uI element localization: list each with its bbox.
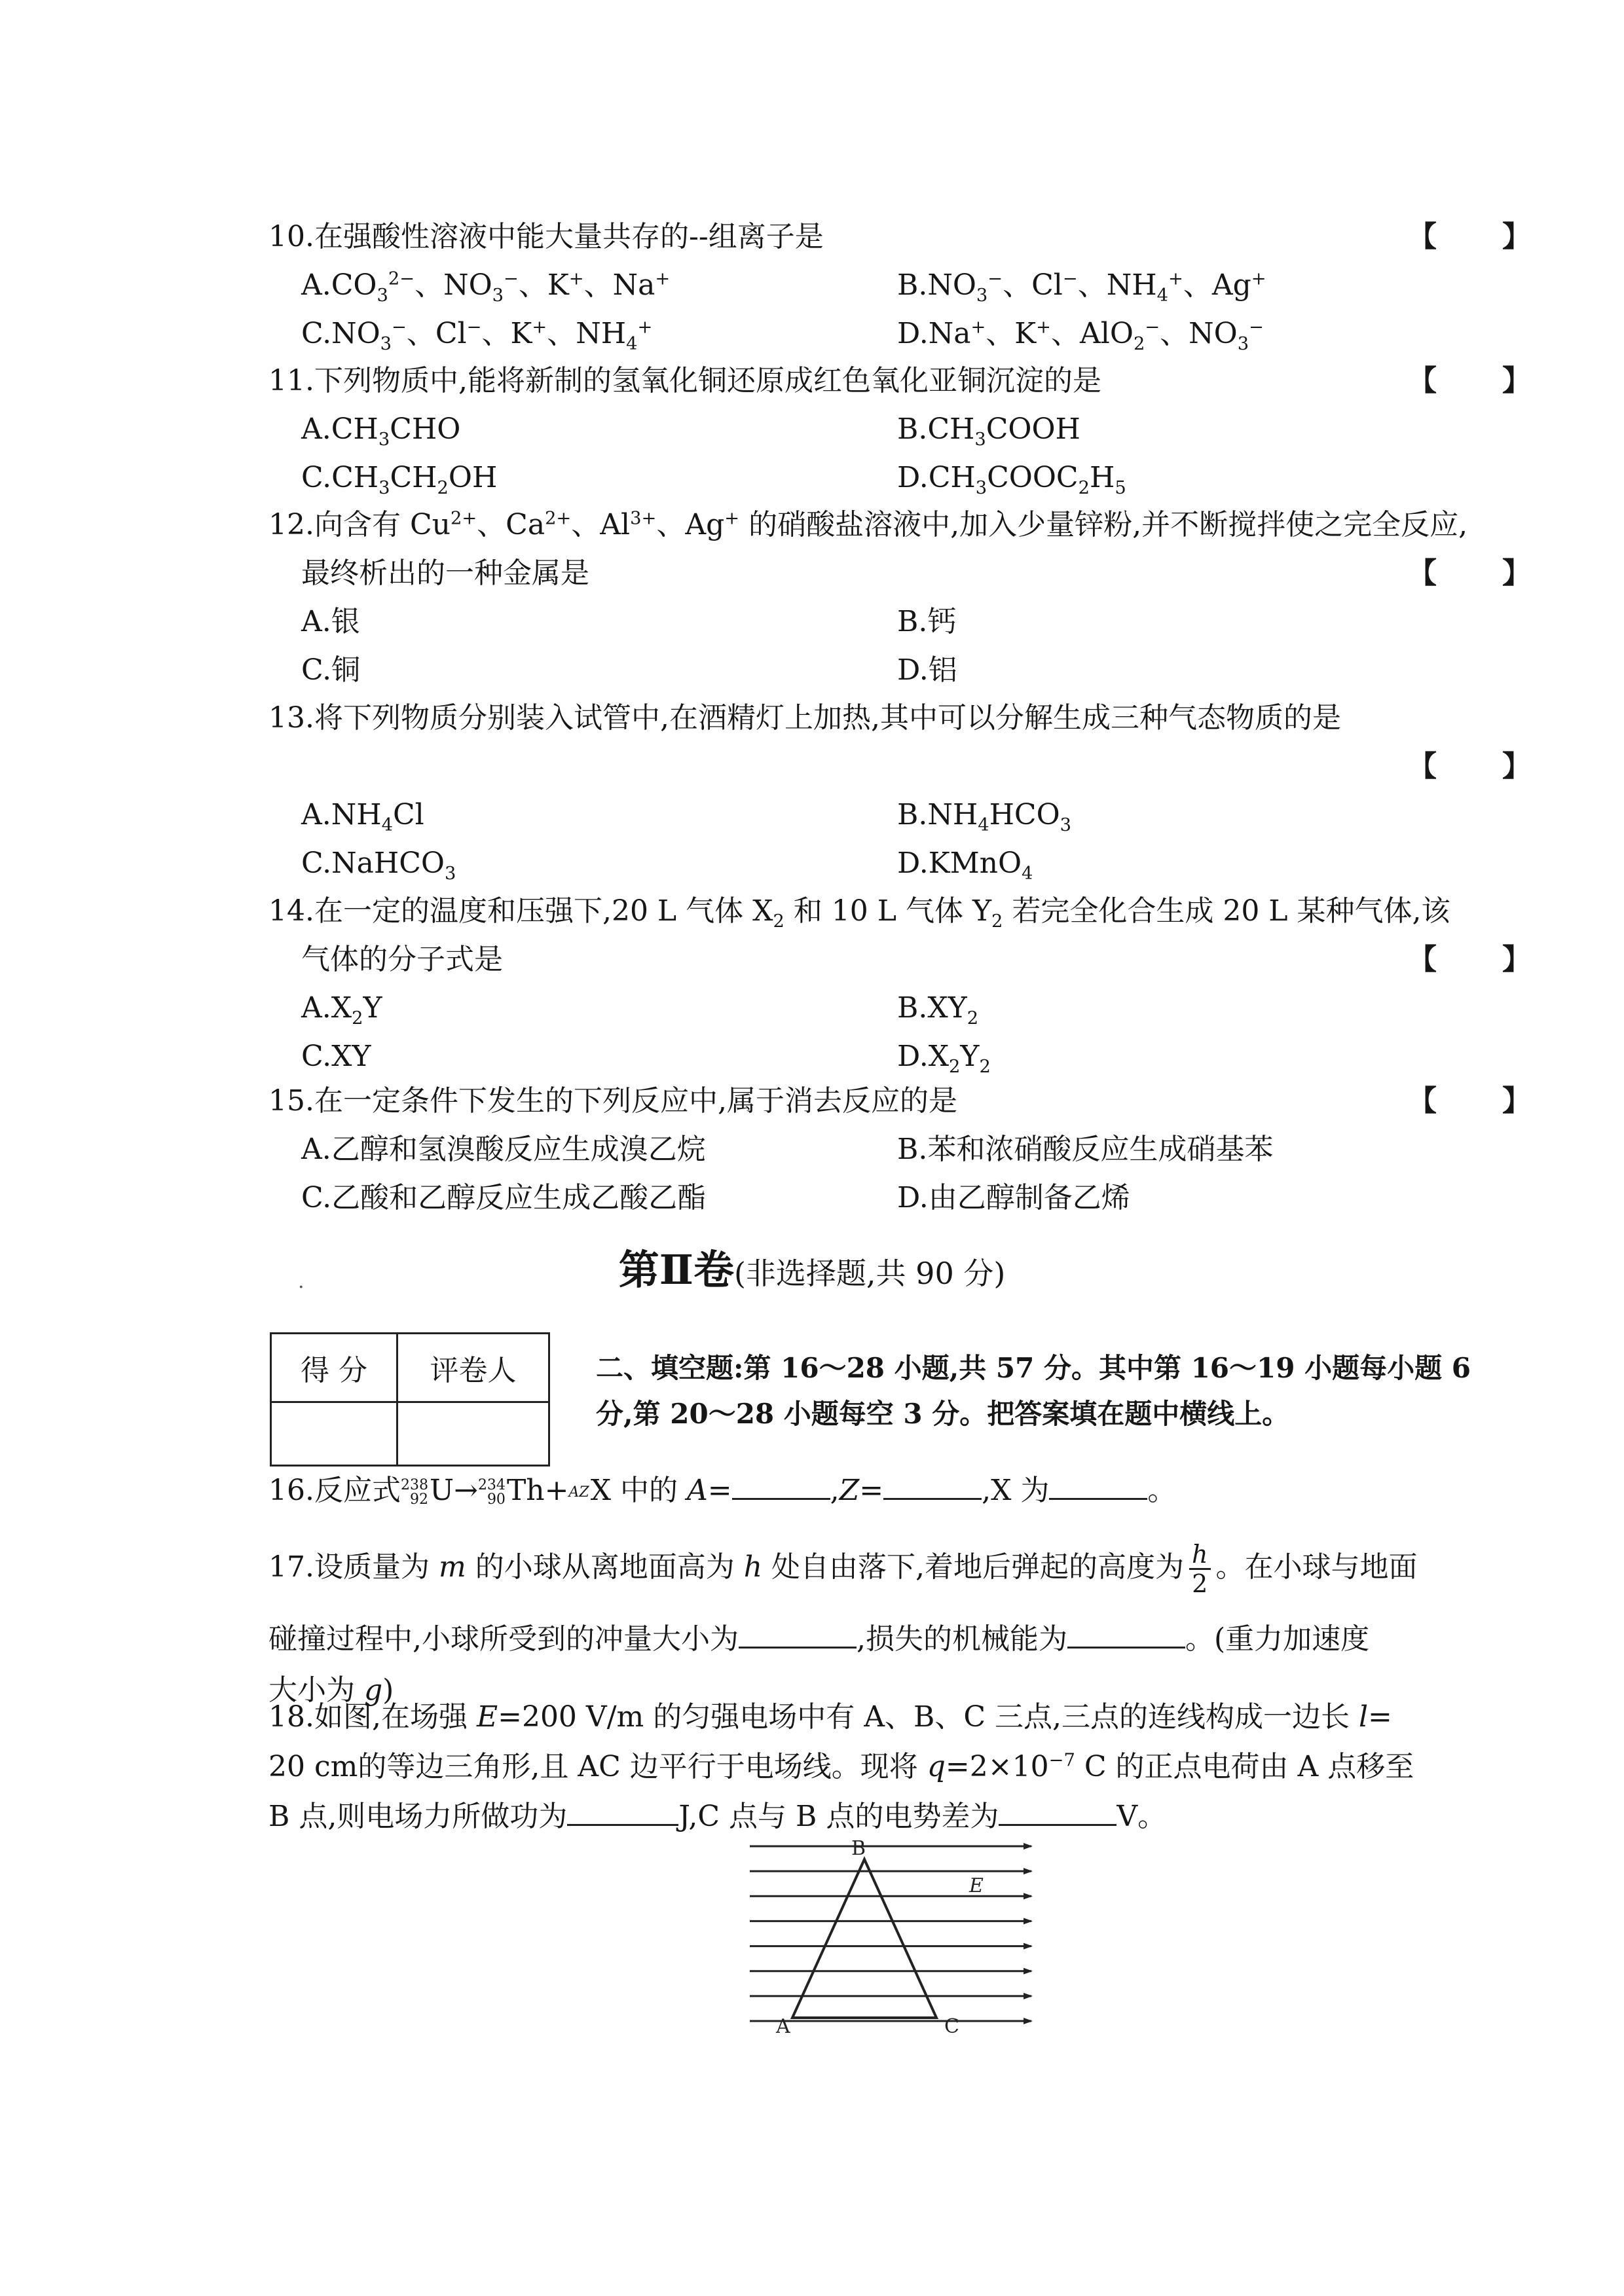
question-18 [268, 1692, 1513, 1842]
answer-bracket: 【 】 [1408, 750, 1531, 783]
option-b: $B.NH_4HCO_3$ [897, 798, 1072, 835]
option-b: $B.NO_3^-$、Cl−、$NH_4^+$、Ag+ [897, 268, 1266, 306]
question-stem: 11.下列物质中,能将新制的氢氧化铜还原成红色氧化亚铜沉淀的是 [268, 364, 1101, 397]
answer-blank-energy[interactable] [1067, 1620, 1185, 1649]
option-b: $B.CH_3COOH$ [897, 412, 1080, 450]
option-d: D.KMnO$_4$ [897, 847, 1033, 884]
option-a: $A.X_2Y$ [301, 991, 382, 1029]
point-b-label: B [851, 1837, 866, 1860]
question-stem: 10.在强酸性溶液中能大量共存的--组离子是 [268, 220, 824, 253]
option-b: $B.XY_2$ [897, 991, 979, 1029]
option-c: C.铜 [301, 653, 361, 687]
question-13 [268, 694, 1531, 888]
field-e-label: E [969, 1874, 984, 1897]
option-d: D.由乙醇制备乙烯 [897, 1181, 1130, 1214]
option-b: B.钙 [897, 605, 957, 638]
option-a: $A.CH_3CHO$ [301, 412, 461, 450]
nuclide-th-indices: 234 90 [477, 1476, 506, 1508]
answer-blank-x[interactable] [1049, 1472, 1147, 1500]
answer-blank-a[interactable] [732, 1472, 830, 1500]
equilateral-triangle [792, 1859, 936, 2018]
question-12 [268, 501, 1531, 695]
field-lines [750, 1846, 1031, 2021]
grader-header: 评卷人 [397, 1334, 549, 1402]
option-d: D.铝 [897, 653, 957, 687]
question-stem: 16.反应式 238 92 U→ 234 90 Th+AZX 中的 A= ,Z= ,X 为 。 [268, 1467, 1176, 1515]
answer-blank-z[interactable] [883, 1472, 982, 1500]
question-11 [268, 357, 1531, 502]
option-d: $D.X_2Y_2$ [897, 1040, 991, 1077]
score-table [270, 1332, 550, 1467]
question-14 [268, 887, 1531, 1081]
answer-bracket: 【 】 [1408, 1084, 1531, 1118]
question-stem: 12.向含有 $Cu^{2+}$、$Ca^{2+}$、$Al^{3+}$、Ag+ 的硝酸盐溶液中,加入少量锌粉,并不断搅拌使之完全反应, [268, 508, 1468, 541]
answer-bracket: 【 】 [1408, 556, 1531, 590]
option-a: $A.NH_4Cl$ [301, 798, 424, 835]
option-c: $C.NO_3^-$、Cl−、K+、$NH_4^+$ [301, 317, 653, 354]
question-stem: 14.在一定的温度和压强下,20 L 气体 $X_2$ 和 10 L 气体 $Y_2$ 若完全化合生成 20 L 某种气体,该 [268, 894, 1450, 932]
option-d: D.Na+、K+、AlO$_2$−、$NO_3^-$ [897, 317, 1264, 354]
score-header: 得 分 [271, 1334, 397, 1402]
option-d: $D.CH_3COOC_2H_5$ [897, 461, 1126, 498]
question-stem: 13.将下列物质分别装入试管中,在酒精灯上加热,其中可以分解生成三种气态物质的是 [268, 701, 1341, 735]
answer-bracket: 【 】 [1408, 364, 1531, 397]
question-17 [268, 1535, 1513, 1713]
section-title [0, 1244, 1624, 1300]
nuclide-u-indices: 238 92 [400, 1476, 428, 1508]
point-a-label: A [776, 2015, 790, 2038]
question-stem-cont: 最终析出的一种金属是 [301, 556, 589, 590]
question-10 [268, 213, 1531, 358]
answer-blank-work[interactable] [567, 1798, 678, 1826]
question-15 [268, 1077, 1531, 1222]
question-stem: 17.设质量为 m 的小球从离地面高为 h 处自由落下,着地后弹起的高度为 $\frac{h}{2}$ 。在小球与地面 [268, 1540, 1418, 1598]
part-instructions: 二、填空题:第 16～28 小题,共 57 分。其中第 16～19 小题每小题 6 分,第 20～28 小题每空 3 分。把答案填在题中横线上。 [596, 1352, 1471, 1430]
answer-bracket: 【 】 [1408, 220, 1531, 253]
question-stem-cont: B 点,则电场力所做功为 J,C 点与 B 点的电势差为 V。 [268, 1792, 1166, 1842]
option-c: $C.CH_3CH_2OH$ [301, 461, 498, 498]
option-a: $A.CO_3^{2-}$、$NO_3^-$、K+、Na+ [301, 268, 671, 306]
electric-field-figure [740, 1830, 1041, 2039]
option-c: C.XY [301, 1040, 371, 1073]
grader-cell [397, 1402, 549, 1466]
question-stem: 18.如图,在场强 E=200 V/m 的匀强电场中有 A、B、C 三点,三点的连线构成一边长 l= [268, 1700, 1392, 1734]
option-a: A.乙醇和氢溴酸反应生成溴乙烷 [301, 1133, 706, 1166]
question-stem-cont: 碰撞过程中,小球所受到的冲量大小为 ,损失的机械能为 。(重力加速度 [268, 1611, 1369, 1667]
stray-dot: . [298, 1270, 304, 1293]
question-16 [268, 1467, 1513, 1515]
answer-bracket: 【 】 [1408, 943, 1531, 976]
option-c: C.NaHCO$_3$ [301, 847, 456, 884]
option-b: B.苯和浓硝酸反应生成硝基苯 [897, 1133, 1274, 1166]
question-stem-cont: 气体的分子式是 [301, 943, 503, 976]
nuclide-x-indices: AZ [568, 1484, 589, 1501]
question-stem-cont: 大小为 g) [268, 1673, 394, 1707]
question-stem-cont: 20 cm的等边三角形,且 AC 边平行于电场线。现将 $q=2\times 10^{-7}$ C 的正点电荷由 A 点移至 [268, 1750, 1414, 1783]
question-stem: 15.在一定条件下发生的下列反应中,属于消去反应的是 [268, 1084, 957, 1118]
section-title-sub: (非选择题,共 90 分) [733, 1256, 1006, 1291]
point-c-label: C [944, 2015, 959, 2038]
section-title-main: 第Ⅱ卷 [618, 1246, 734, 1294]
answer-blank-impulse[interactable] [739, 1620, 857, 1649]
score-cell [271, 1402, 397, 1466]
answer-blank-potential[interactable] [999, 1798, 1116, 1826]
fraction-h-over-2: $\frac{h}{2}$ [1189, 1540, 1210, 1597]
option-a: A.银 [301, 605, 360, 638]
option-c: C.乙酸和乙醇反应生成乙酸乙酯 [301, 1181, 707, 1214]
